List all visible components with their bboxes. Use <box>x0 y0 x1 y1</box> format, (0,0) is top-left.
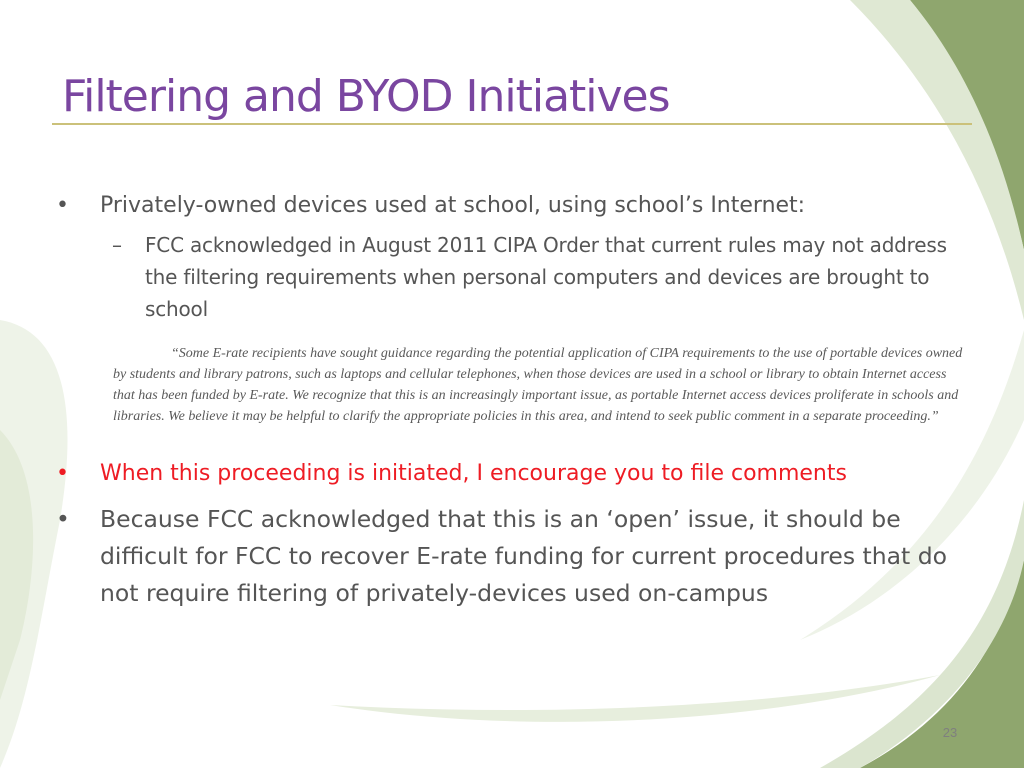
bullet-text: Because FCC acknowledged that this is an ‘open’ issue, it should be difficult for FCC to recover E-rate funding for current procedures that do not require filtering of privately-devices used on-campus <box>100 505 948 607</box>
title-underline <box>52 123 972 125</box>
dash-icon: – <box>112 233 122 257</box>
bottom-sweep-curve <box>330 675 940 722</box>
cipa-order-quote: “Some E-rate recipients have sought guidance regarding the potential application of CIPA requirements to the use of portable devices owned by students and library patrons, such as laptops and cellular telephones, when those devices are used in a school or library to obtain Internet access that has been funded by E-rate. We recognize that this is an increasingly important issue, as portable Internet access devices proliferate in schools and libraries. We believe it may be helpful to clarify the appropriate policies in this area, and intend to seek public comment in a separate proceeding.” <box>113 346 963 424</box>
bullet-icon: • <box>56 193 69 218</box>
bullet-text: When this proceeding is initiated, I encourage you to file comments <box>100 461 847 486</box>
bullet-icon: • <box>56 505 70 533</box>
page-number: 23 <box>942 725 958 740</box>
slide-title: Filtering and BYOD Initiatives <box>62 71 670 122</box>
bullet-text: Privately-owned devices used at school, using school’s Internet: <box>100 193 806 218</box>
sub-bullet-text: FCC acknowledged in August 2011 CIPA Order that current rules may not address the filtering requirements when personal computers and devices are brought to school <box>145 233 947 321</box>
bullet-icon: • <box>56 461 69 486</box>
